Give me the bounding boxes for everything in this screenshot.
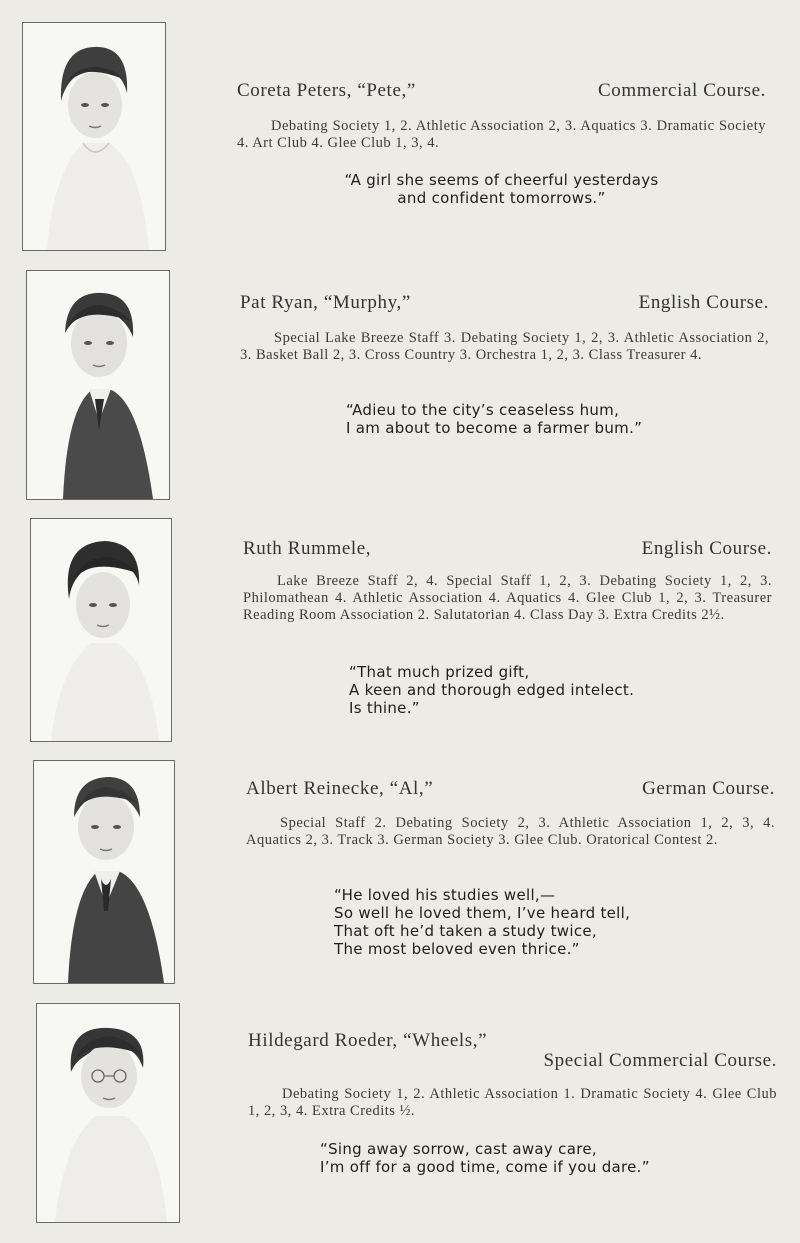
quote (237, 171, 766, 207)
course-name: English Course. (638, 292, 769, 313)
entry-header (240, 292, 769, 316)
portrait-boy-image (34, 761, 174, 983)
student-name: Albert Reinecke, “Al,” (246, 778, 434, 799)
portrait-girl-image (37, 1004, 179, 1222)
course-name: Special Commercial Course. (543, 1050, 777, 1071)
course-name: English Course. (641, 538, 772, 559)
quote-line: That oft he’d taken a study twice, (334, 922, 597, 940)
entry-header (243, 538, 772, 562)
quote-line: “A girl she seems of cheerful yesterdays (344, 171, 659, 189)
activities-text: Debating Society 1, 2. Athletic Association 1. Dramatic Society 4. Glee Club 1, 2, 3, 4. Extra Credits ½. (248, 1086, 777, 1119)
quote-line: “That much prized gift, (349, 663, 530, 681)
portrait-girl-image (23, 23, 165, 250)
course-name: Commercial Course. (597, 80, 766, 101)
student-portrait-photo (22, 22, 166, 251)
quote-line: So well he loved them, I’ve heard tell, (334, 904, 631, 922)
portrait-girl-image (31, 519, 171, 741)
quote-line: I am about to become a farmer bum.” (346, 419, 643, 437)
quote-line: “He loved his studies well,— (334, 886, 556, 904)
student-name: Coreta Peters, “Pete,” (237, 80, 416, 101)
entry-header (246, 778, 775, 802)
student-name: Ruth Rummele, (243, 538, 372, 559)
activities-text: Lake Breeze Staff 2, 4. Special Staff 1, 2, 3. Debating Society 1, 2, 3. Philomathean 4. Athletic Association 4. Aquatics 4. Glee Club 1, 2, 3. Treasurer Reading Room Association 2. Salutatorian 4. Class Day 3. Extra Credits 2½. (243, 573, 772, 623)
quote-line: Is thine.” (349, 699, 420, 717)
student-portrait-photo (26, 270, 170, 500)
activities-text: Debating Society 1, 2. Athletic Association 2, 3. Aquatics 3. Dramatic Society 4. Art Club 4. Glee Club 1, 3, 4. (237, 118, 766, 151)
activities-text: Special Staff 2. Debating Society 2, 3. Athletic Association 1, 2, 3, 4. Aquatics 2, 3. Track 3. German Society 3. Glee Club. Oratorical Contest 2. (246, 815, 775, 848)
quote-line: and confident tomorrows.” (397, 189, 606, 207)
quote-line: The most beloved even thrice.” (334, 940, 580, 958)
student-name: Pat Ryan, “Murphy,” (240, 292, 411, 313)
entry-header (248, 1030, 777, 1078)
quote-line: A keen and thorough edged intelect. (349, 681, 635, 699)
student-portrait-photo (36, 1003, 180, 1223)
course-name: German Course. (642, 778, 775, 799)
quote (349, 663, 749, 717)
quote-line: I’m off for a good time, come if you dare.” (320, 1158, 650, 1176)
quote (334, 886, 754, 958)
student-portrait-photo (30, 518, 172, 742)
entry-header (237, 80, 766, 104)
quote-line: “Adieu to the city’s ceaseless hum, (346, 401, 620, 419)
portrait-boy-image (27, 271, 169, 499)
quote-line: “Sing away sorrow, cast away care, (320, 1140, 597, 1158)
student-name: Hildegard Roeder, “Wheels,” (248, 1030, 488, 1051)
activities-text: Special Lake Breeze Staff 3. Debating Society 1, 2, 3. Athletic Association 2, 3. Basket Ball 2, 3. Cross Country 3. Orchestra 1, 2, 3. Class Treasurer 4. (240, 330, 769, 363)
quote (346, 401, 746, 437)
quote (320, 1140, 760, 1176)
student-portrait-photo (33, 760, 175, 984)
